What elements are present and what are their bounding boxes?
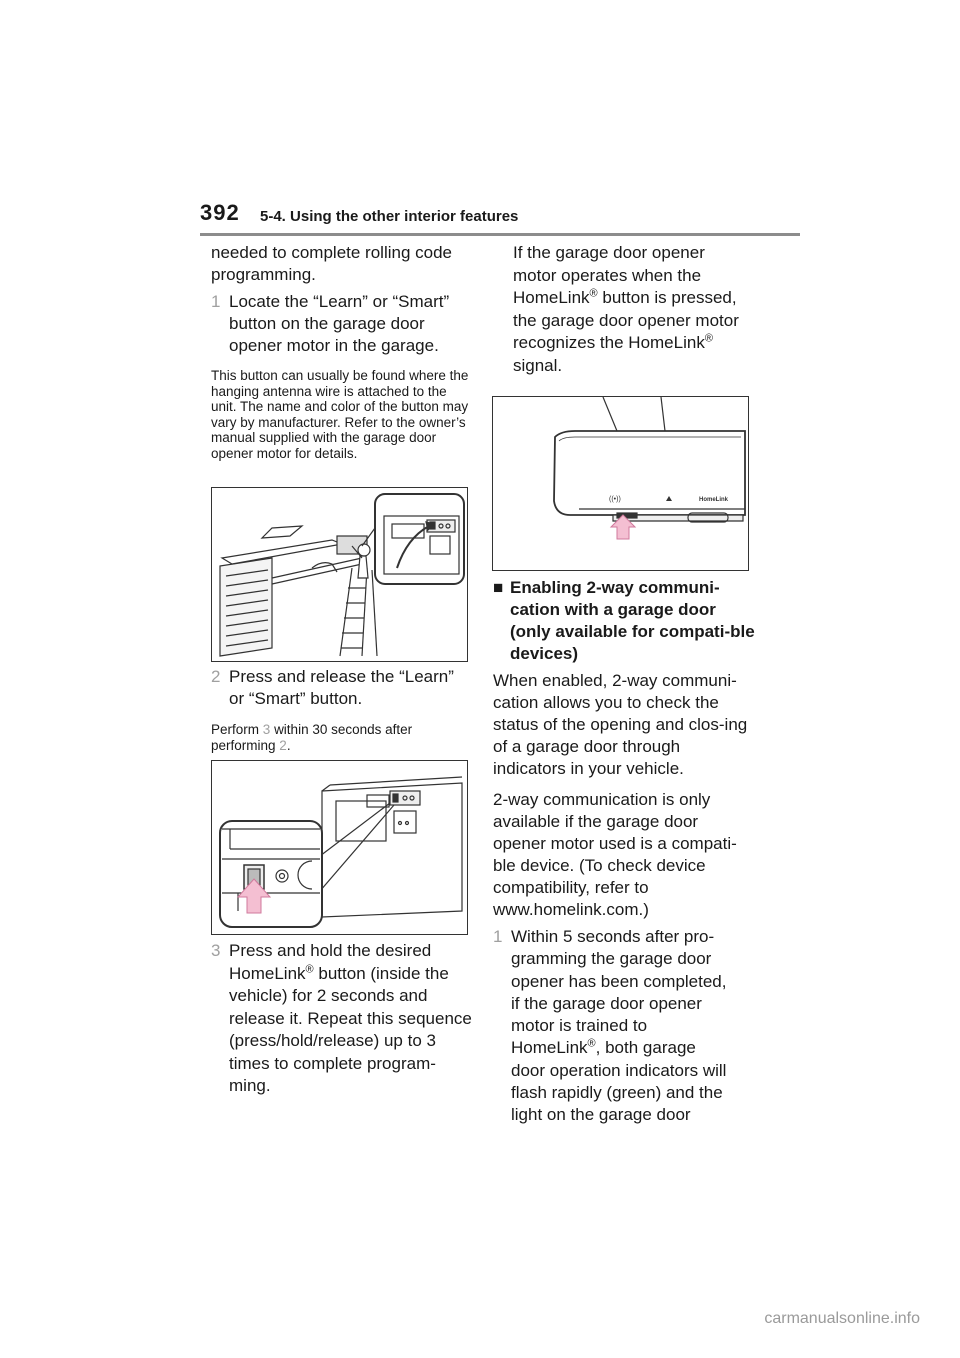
step-3	[211, 940, 473, 1098]
note-2-a: Perform	[211, 722, 260, 737]
cont-c: signal.	[513, 355, 563, 375]
note-2-ref-step-3: 3	[262, 722, 271, 737]
step-3-a: Press and hold the desired HomeLink	[229, 941, 432, 983]
page-number: 392	[200, 200, 240, 225]
figure-rearview-mirror	[492, 396, 749, 571]
note-1: This button can usually be found where the hanging antenna wire is attached to the unit. The name and color of the button may vary by manufacturer. Refer to the owner’s manual supplied with the garage door opener motor for details.	[211, 368, 469, 461]
learn-button-illustration	[212, 761, 466, 933]
step-2-text: Press and release the “Learn” or “Smart” button.	[229, 667, 454, 708]
step-2-number: 2	[211, 667, 221, 686]
step-3-b: button (inside the vehicle) for 2 seconds and release it. Repeat this sequence (press/hold/release) up to 3 times to complete program-ming.	[229, 963, 472, 1095]
mirror-illustration	[493, 397, 747, 569]
right-column-top	[513, 242, 753, 377]
cont-a: If the garage door opener motor operates when the HomeLink	[513, 243, 705, 307]
registered-mark: ®	[305, 962, 314, 975]
section-title: 5-4. Using the other interior features	[260, 208, 519, 225]
step-1	[211, 291, 473, 357]
paragraph-2: 2-way communication is only available if the garage door opener motor used is a compati-ble device. (To check device compatibility, refer to www.homelink.com.)	[493, 790, 737, 919]
note-2-b: within 30 seconds after performing	[211, 722, 413, 753]
heading-text: Enabling 2-way communi-cation with a garage door (only available for compati-ble devices)	[510, 578, 755, 663]
header-rule	[200, 233, 800, 236]
registered-mark: ®	[589, 287, 598, 300]
two-way-step-1-number: 1	[493, 927, 503, 946]
step-1-text: Locate the “Learn” or “Smart” button on the garage door opener motor in the garage.	[229, 292, 450, 355]
intro-text: needed to complete rolling code programming.	[211, 243, 452, 284]
note-2-c: .	[286, 737, 291, 753]
two-way-step-1-text	[511, 926, 733, 1127]
paragraph-1: When enabled, 2-way communi-cation allows you to check the status of the opening and clos-ing of a garage door through indicators in your vehicle.	[493, 671, 748, 778]
note-2-ref-step-2: 2	[279, 737, 287, 753]
figure-learn-button	[211, 760, 468, 935]
registered-mark: ®	[587, 1037, 596, 1050]
left-column-bottom	[211, 940, 473, 1098]
two-way-step-1-a: Within 5 seconds after pro-gramming the garage door opener has been completed, if the garage door opener motor is trained to HomeLink	[511, 927, 727, 1058]
garage-illustration	[212, 488, 466, 660]
registered-mark: ®	[704, 332, 713, 345]
left-column-top	[211, 242, 473, 461]
homelink-wave-icon: ((•))	[609, 496, 621, 503]
cont-b: button is pressed, the garage door opener motor recognizes the HomeLink	[513, 288, 739, 352]
continuation-text	[513, 242, 753, 377]
footer-watermark: carmanualsonline.info	[764, 1310, 920, 1327]
step-3-text	[229, 940, 473, 1098]
square-bullet-icon: ■	[493, 578, 504, 597]
homelink-label: HomeLink	[699, 497, 729, 503]
left-column-middle	[211, 666, 473, 753]
two-way-step-1	[493, 926, 733, 1127]
note-2	[211, 722, 473, 753]
figure-garage-opener-ladder	[211, 487, 468, 662]
two-way-step-1-b: , both garage door operation indicators will flash rapidly (green) and the light on the garage door	[511, 1038, 727, 1125]
section-heading	[493, 577, 755, 665]
right-column-bottom	[493, 577, 755, 1127]
step-2	[211, 666, 473, 710]
step-1-number: 1	[211, 292, 221, 311]
step-3-number: 3	[211, 941, 221, 960]
